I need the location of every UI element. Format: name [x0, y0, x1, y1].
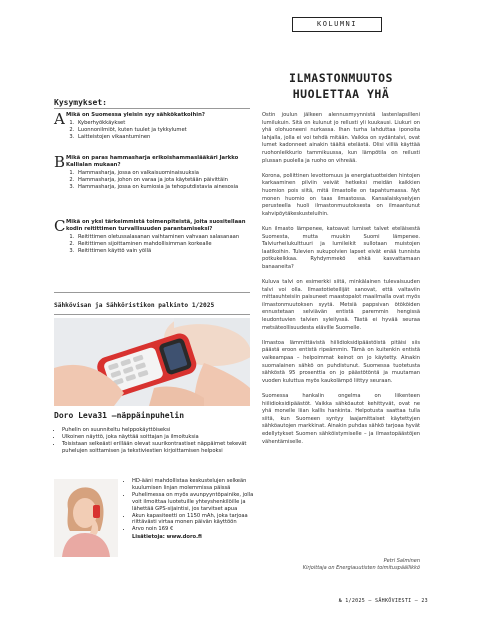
spec-item: • Arvo noin 169 €	[132, 526, 254, 533]
product-title: Doro Leva31 –näppäinpuhelin	[54, 411, 185, 420]
feature-item: • Toisistaan selkeästi erillään olevat suurikontrastiset näppäimet tekevät puhelujen soittamisen ja tekstiviestien kirjoittamisen helpoksi	[62, 441, 250, 455]
section-divider	[54, 314, 250, 315]
option: 2. Hammasharja, johon on varaa ja jota käytetään päivittäin	[76, 177, 246, 184]
contest-title: Sähkövisan ja Sähköristikon palkinto 1/2025	[54, 302, 215, 309]
column-body	[262, 112, 420, 454]
page-footer: № 1/2025 – SÄHKÖVIESTI – 23	[338, 598, 428, 604]
option: 1. Hammasharja, jossa on valkaisuominaisuuksia	[76, 170, 246, 177]
option: 2. Luonnonilmiöt, kuten tuulet ja tykkylumet	[76, 127, 246, 134]
option: 1. Reitittimen oletussalasanan vaihtaminen vahvaan salasanaan	[76, 234, 246, 241]
column-paragraph: Suomessa hankalin ongelma on liikenteen hiilidioksidipäästöt. Vaikka sähköautot kehittyvät, ovat ne yhä monelle liian kallis hankinta. Helpotusta saattaa tulla siitä, kun Suomeen syntyy laajamittaiset käytettyjen sähköautojen markkinat. Ainakin puhdas sähkö tarjoaa hyvät edellytykset Suomen sähköistymiselle – ja ilmastopäästöjen vähentämiselle.	[262, 392, 420, 445]
spec-item: • Puhelimessa on myös avunpyyntöpainike, jolla voit ilmoittaa luotetuille yhteyshenkilöille ja lähettää GPS-sijaintisi, jos tarvitset apua	[132, 492, 254, 513]
section-tag: KOLUMNI	[292, 17, 382, 32]
column-title-line2: HUOLETTAA YHÄ	[292, 87, 390, 101]
product-photo	[54, 318, 250, 406]
column-title-line1: ILMASTONMUUTOS	[289, 71, 393, 85]
spec-item: • Akun kapasiteetti on 1150 mAh, joka tarjoaa riittävästi virtaa monen päivän käyttöön	[132, 513, 254, 527]
question-options	[66, 170, 246, 191]
question-letter: C	[54, 217, 66, 235]
woman-photo	[54, 479, 118, 557]
spec-item: • HD-ääni mahdollistaa keskustelujen selkeän kuulumisen linjan molemmissa päissä	[132, 478, 254, 492]
woman-with-phone-image	[54, 479, 118, 557]
column-paragraph: Ostin joulun jälkeen alennusmyynnistä lastenlapsilleni lumilukuin. Sitä on kulunut jo rellusti yli kuukausi. Liukuri on yhä olohuoneeni nurkassa. Ihan turha lahduttaa iponoita lahjalla, jolla ei voi tehdä mitään. Vaikka on sydäntalvi, ovat lumet kadonneet ainakin täältä etelästä. Olisi villiä käyttää ruohonleikkurio tammikuussa, kun lämpötila on reilusti plussan puolella ja ruoho on vihreää.	[262, 112, 420, 164]
question-options	[66, 234, 246, 255]
author-name: Petri Salminen	[383, 558, 420, 564]
more-info: Lisätietoja: www.doro.fi	[132, 534, 202, 541]
question-letter: A	[54, 110, 65, 128]
column-paragraph: Korona, poliittinen levottomuus ja energiatuotteiden hintojen karkaaminen pilviin veivät hetkeksi meidän kaikkien huomion pois siitä, mitä ilmastolle on tapahtumassa. Nyt monen huomio on taas ilmastossa. Kansalaiskyselyjen perusteella huoli ilmastonmuutoksesta on ilmaantunut kahvipöytäkeskusteluihin.	[262, 172, 420, 217]
product-features	[54, 427, 250, 455]
quiz-title: Kysymykset:	[54, 98, 107, 107]
question-options	[66, 120, 246, 141]
feature-item: • Ulkoinen näyttö, joka näyttää soittajan ja ilmoituksia	[62, 434, 250, 441]
option: 2. Reitittimen sijoittaminen mahdollisimman korkealle	[76, 241, 246, 248]
option: 1. Kyberhyökkäykset	[76, 120, 246, 127]
quiz-divider	[54, 108, 250, 109]
phone-in-hands-image	[54, 318, 250, 406]
feature-item: • Puhelin on suunniteltu helppokäyttöiseksi	[62, 427, 250, 434]
column-paragraph: Kun ilmasto lämpenee, katoavat lumiset talvet eteläisestä Suomesta, mutta muukin Suomi lämpenee. Talviurheilukulttuuri ja lumileikit sullotaan muistojen laatikoihin. Tulevien sukupolvien lapset eivät enää tunnista potkukelkkaa. Ryhdymmekö ehkä kasvattamaan banaaneita?	[262, 225, 420, 270]
author-title: Kirjoittaja on Energiauutisten toimituspäällikkö	[302, 565, 420, 571]
option: 3. Laitteistojen vikaantuminen	[76, 134, 246, 141]
column-title	[276, 70, 406, 102]
option: 3. Hammasharja, jossa on kumiosia ja tehoputdistavia ainesosia	[76, 184, 246, 191]
question-letter: B	[54, 153, 66, 171]
column-author	[300, 558, 420, 572]
question-text: Mikä on Suomessa yleisin syy sähkökatkoihin?	[66, 112, 205, 118]
option: 3. Reitittimen käyttö vain yöllä	[76, 248, 246, 255]
column-paragraph: Kuluva talvi on esimerkki siitä, minkälainen tulevaisuuden talvi voi olla. Ilmastotieteilijät sanovat, että valtaviin mittasuhteisiin paisuneet maastopalot maailmalla ovat myös ilmastonmuutoksen syytä. Metsiä pappsivan ötököiden ennustetaan selviävän entistä paremmin hengissä leudontuvien talvien syleilyssä. Tästä ei hyvää seuraa metsäteollisuudesta eläville Suomelle.	[262, 279, 420, 331]
column-paragraph: Ilmastoa lämmittävistä hiilidioksidipäästöistä pitäisi siis päästä eroon entistä ripeämmin. Tämä on kuitenkin entistä vaikeampaa – helpoimmat keinot on jo käytetty. Ainakin suomalainen sähkö on puhdistunut. Suomessa tuotetusta sähköstä 95 prosenttia on jo päästötöntä ja muutaman vuoden kuluttua myös kaukolämpö liittyy seuraan.	[262, 339, 420, 384]
question-text: Mikä on paras hammasharja erikoishammaslääkäri Jarkko Kallialan mukaan?	[66, 155, 239, 168]
product-specs	[124, 478, 254, 541]
section-divider	[54, 292, 250, 293]
question-text: Mikä on yksi tärkeimmistä toimenpiteistä, joita suositellaan kodin reitittimen turvallisuuden parantamiseksi?	[66, 219, 246, 232]
